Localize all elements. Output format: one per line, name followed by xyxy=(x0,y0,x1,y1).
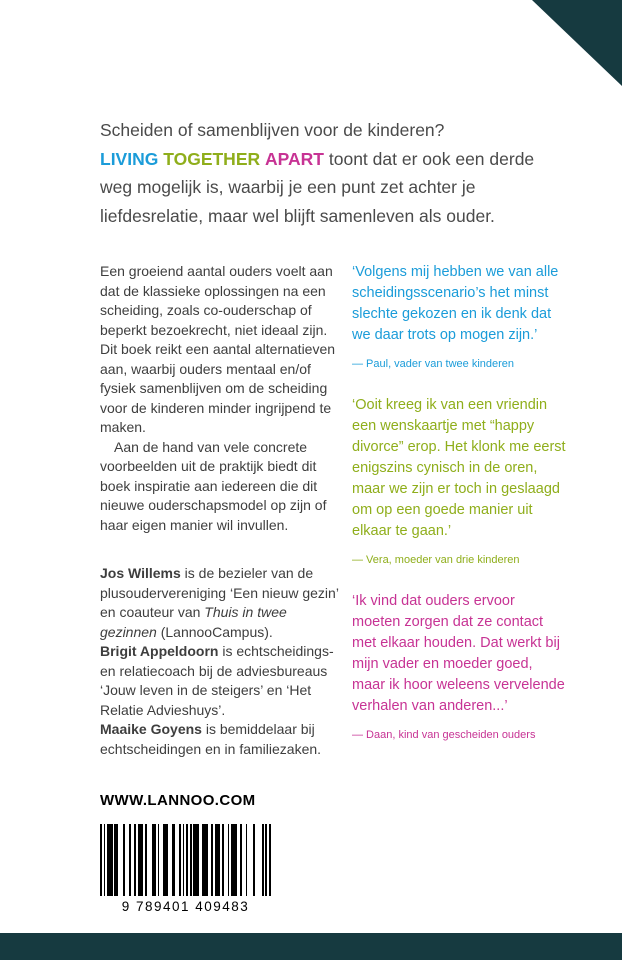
barcode-number: 9 789401 409483 xyxy=(121,899,250,914)
quote-attribution: — Vera, moeder van drie kinderen xyxy=(352,554,520,566)
headline: Scheiden of samenblijven voor de kinderen? LIVING TOGETHER APART toont dat er ook een derde weg mogelijk is, waarbij je een punt zet achter je liefdesrelatie, maar wel blijft samenleven als ouder. xyxy=(100,120,535,226)
author-bios xyxy=(100,564,340,759)
quote-text: ‘Ik vind dat ouders ervoor moeten zorgen dat ze contact met elkaar houden. Dat werkt bij mijn vader en moeder goed, maar ik hoor weleens vervelende verhalen van anderen...’ xyxy=(352,593,565,714)
quote-attribution: — Daan, kind van gescheiden ouders xyxy=(352,729,536,741)
author-bio-jos-willems: Jos Willems is de bezieler van de plusoudervereniging ‘Een nieuw gezin’ en coauteur van Thuis in twee gezinnen (LannooCampus). xyxy=(100,565,339,640)
barcode-bars xyxy=(100,824,271,896)
description-paragraph-1: Een groeiend aantal ouders voelt aan dat de klassieke oplossingen na een scheiding, zoals co-ouderschap of beperkt bezoekrecht, niet ideaal zijn. Dit boek reikt een aantal alternatieven aan, waarbij ouders mentaal en/of fysiek samenblijven om de scheiding voor de kinderen minder ingrijpend te maken. xyxy=(100,263,336,435)
author-bio-brigit-appeldoorn: Brigit Appeldoorn is echtscheidings- en relatiecoach bij de adviesbureaus ‘Jouw leven in de steigers’ en ‘Het Relatie Advieshuys’. xyxy=(100,643,334,718)
author-bio-maaike-goyens: Maaike Goyens is bemiddelaar bij echtscheidingen en in familiezaken. xyxy=(100,721,322,757)
barcode xyxy=(100,824,271,914)
publisher-website: WWW.LANNOO.COM xyxy=(100,792,256,809)
testimonials-column xyxy=(352,262,567,766)
corner-accent-triangle xyxy=(532,0,622,86)
testimonial-quote-1 xyxy=(352,262,567,371)
quote-attribution: — Paul, vader van twee kinderen xyxy=(352,358,515,370)
bottom-accent-band xyxy=(0,933,622,960)
description-paragraph-2: Aan de hand van vele concrete voorbeelden uit de praktijk biedt dit boek inspiratie aan iedereen die dit nieuwe ouderschapsmodel op zijn of haar eigen manier wil invullen. xyxy=(100,438,327,533)
description-column xyxy=(100,262,340,535)
testimonial-quote-2 xyxy=(352,395,567,567)
quote-text: ‘Volgens mij hebben we van alle scheidingsscenario’s het minst slechte gekozen en ik denk dat we daar trots op mogen zijn.’ xyxy=(352,264,559,343)
quote-text: ‘Ooit kreeg ik van een vriendin een wenskaartje met “happy divorce” erop. Het klonk me eerst enigszins cynisch in de oren, maar we zijn er toch in geslaagd om op een goede manier uit elkaar te gaan.’ xyxy=(352,397,566,539)
testimonial-quote-3 xyxy=(352,591,567,742)
